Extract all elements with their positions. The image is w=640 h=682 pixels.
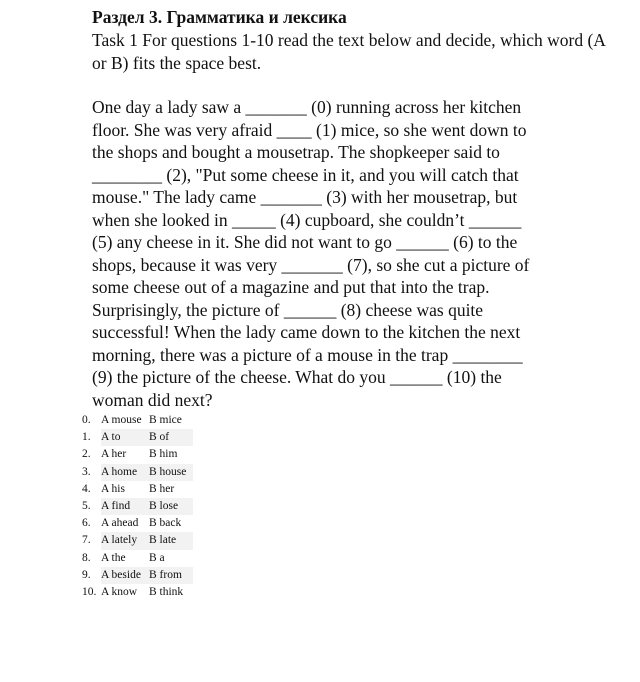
option-number: 10. [82,586,97,599]
option-a: A find [101,498,149,515]
answer-options-table [82,412,193,601]
option-b: B late [149,532,193,549]
option-b: B him [149,448,178,461]
passage-line: Surprisingly, the picture of ______ (8) cheese was quite [92,299,484,320]
option-number: 3. [82,465,91,478]
option-b: B house [149,464,193,481]
option-number: 7. [82,534,91,547]
option-row [82,412,193,429]
passage-line: mouse." The lady came _______ (3) with her mousetrap, but [92,187,518,207]
passage-line: successful! When the lady came down to the kitchen the next [92,322,521,342]
option-row [82,550,193,567]
option-a: A beside [101,567,149,584]
option-b: B back [149,517,182,530]
option-number: 8. [82,551,91,564]
option-row [82,532,193,549]
option-row [82,429,193,446]
option-row [82,567,193,584]
task-instruction: Task 1 For questions 1-10 read the text below and decide, which word (A or B) fits the space best. [92,30,605,73]
option-b: B a [149,551,165,564]
option-number: 1. [82,431,91,444]
option-number: 0. [82,414,91,426]
option-b: B lose [149,498,193,515]
passage-line: morning, there was a picture of a mouse in the trap ________ [92,344,523,365]
passage-line: (5) any cheese in it. She did not want to go ______ (6) to the [92,232,518,252]
passage-line: woman did next? [92,389,213,410]
option-a: A know [101,586,138,599]
option-a: A her [101,448,127,461]
passage-line: ________ (2), "Put some cheese in it, and you will catch that [92,164,519,185]
option-row [82,515,193,532]
option-a: A to [101,429,149,446]
option-a: A the [101,551,126,564]
option-row [82,446,193,463]
option-number: 2. [82,448,91,461]
option-a: A his [101,482,125,495]
option-number: 6. [82,517,91,530]
option-number: 4. [82,482,91,495]
option-b: B from [149,567,193,584]
passage-line: floor. She was very afraid ____ (1) mice, so she went down to [92,119,527,140]
option-a: A ahead [101,517,139,530]
passage-line: (9) the picture of the cheese. What do you ______ (10) the [92,367,502,387]
reading-passage [92,96,612,411]
passage-line: some cheese out of a magazine and put that into the trap. [92,277,490,297]
passage-line: One day a lady saw a _______ (0) running across her kitchen [92,97,522,117]
option-row [82,584,193,601]
option-b: B her [149,482,175,495]
option-number: 5. [82,500,91,513]
option-b: B mice [149,414,182,426]
option-row [82,498,193,515]
option-row [82,464,193,481]
option-b: B of [149,429,193,446]
section-title: Раздел 3. Грамматика и лексика [92,7,347,27]
passage-line: the shops and bought a mousetrap. The shopkeeper said to [92,142,500,162]
option-a: A home [101,464,149,481]
option-a: A mouse [101,414,142,426]
option-a: A lately [101,532,149,549]
option-number: 9. [82,568,91,581]
option-row [82,481,193,498]
option-b: B think [149,586,184,599]
passage-line: shops, because it was very _______ (7), so she cut a picture of [92,254,530,275]
passage-line: when she looked in _____ (4) cupboard, she couldn’t ______ [92,209,522,230]
